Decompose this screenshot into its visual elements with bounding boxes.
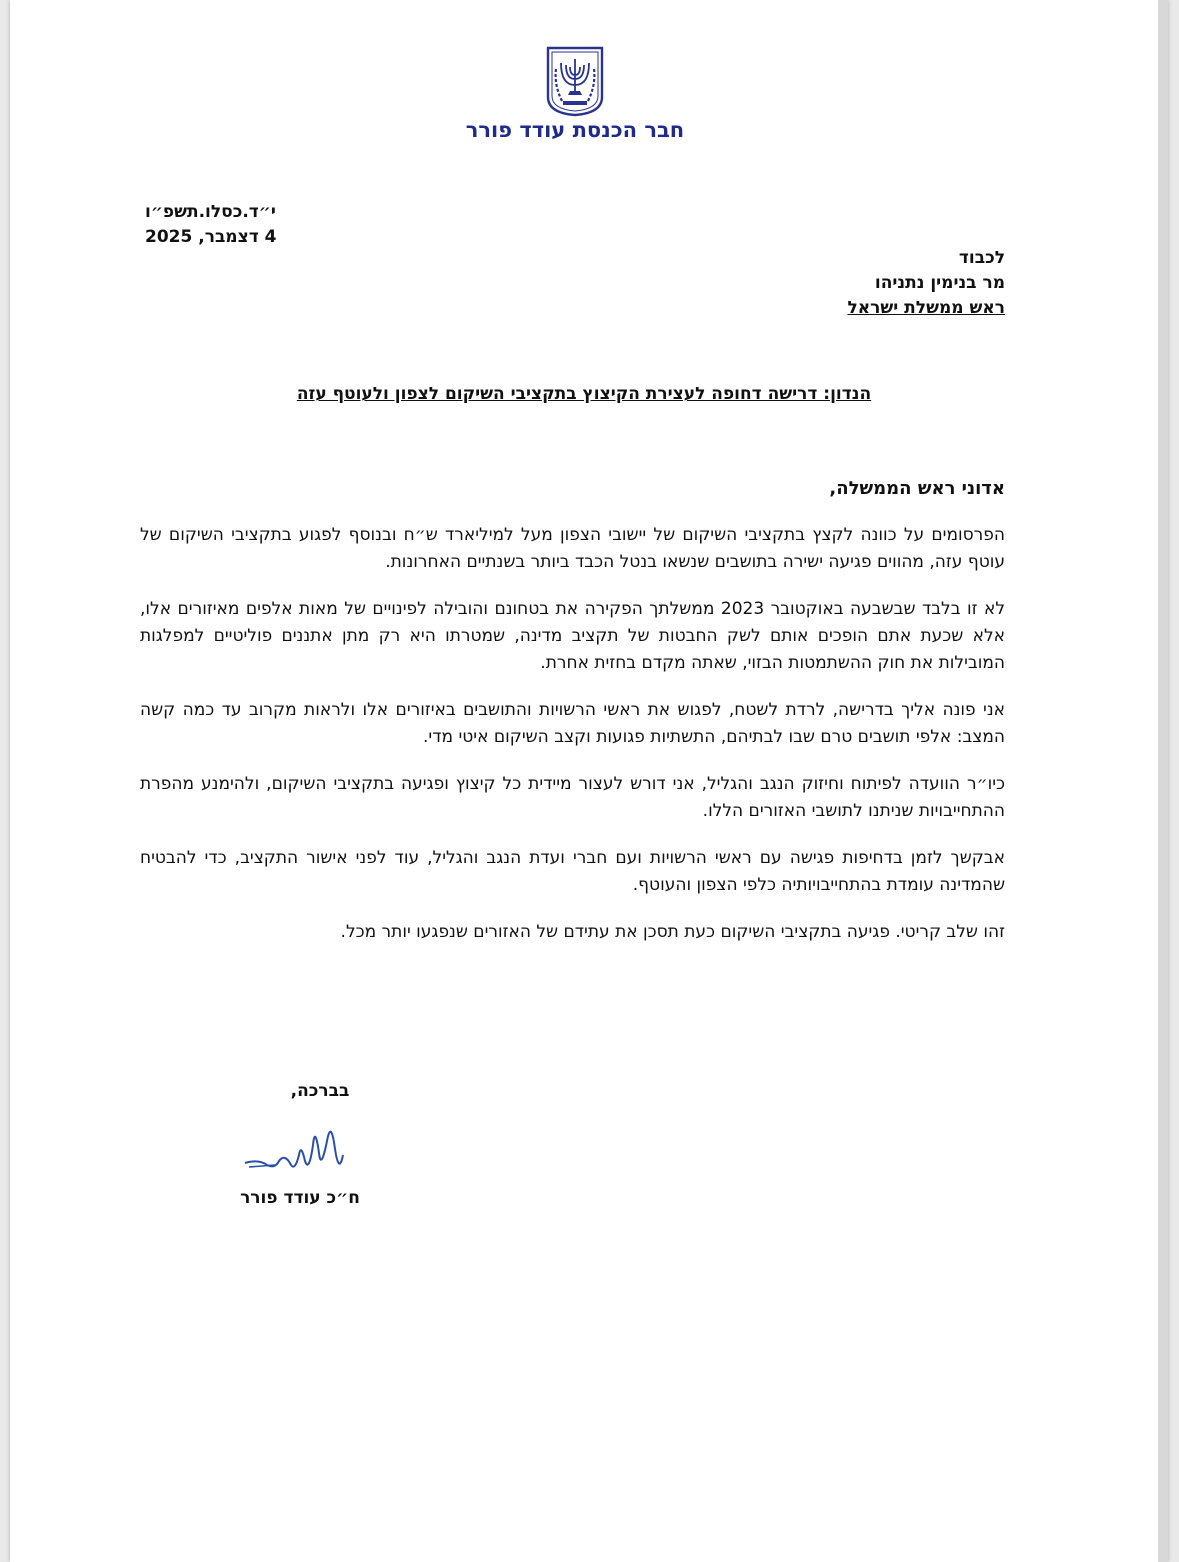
state-of-israel-emblem-icon	[544, 45, 606, 117]
closing: בברכה,	[290, 1081, 350, 1101]
recipient-block	[605, 246, 1005, 321]
recipient-name: מר בנימין נתניהו	[874, 273, 1005, 293]
signature-icon	[235, 1105, 355, 1185]
gregorian-date: 4 דצמבר, 2025	[145, 227, 277, 247]
paragraph: כיו״ר הוועדה לפיתוח וחיזוק הנגב והגליל, אני דורש לעצור מיידית כל קיצוץ ופגיעה בתקציבי השיקום, ולהימנע מהפרת ההתחייבויות שניתנו לתושבי האזורים הללו.	[140, 774, 1005, 821]
signer-name: ח״כ עודד פורר	[240, 1188, 360, 1208]
paragraph: אני פונה אליך בדרישה, לרדת לשטח, לפגוש את ראשי הרשויות והתושבים באיזורים אלו ולראות מקרוב עד כמה קשה המצב: אלפי תושבים טרם שבו לבתיהם, התשתיות פגועות וקצב השיקום איטי מדי.	[140, 700, 1005, 747]
paragraph: הפרסומים על כוונה לקצץ בתקציבי השיקום של יישובי הצפון מעל למיליארד ש״ח ובנוסף לפגוע בתקציבי השיקום של עוטף עזה, מהווים פגיעה ישירה בתושבים שנשאו בנטל הכבד ביותר בשנתיים האחרונות.	[140, 525, 1005, 572]
paragraph: אבקשך לזמן בדחיפות פגישה עם ראשי הרשויות ועם חברי ועדת הנגב והגליל, עוד לפני אישור התקציב, כדי להבטיח שהמדינה עומדת בהתחייבויותיה כלפי הצפון והעוטף.	[140, 848, 1005, 895]
letterhead-name: חבר הכנסת עודד פורר	[465, 118, 685, 142]
recipient-title: ראש ממשלת ישראל	[847, 298, 1005, 318]
hebrew-date: י״ד.כסלו.תשפ״ו	[145, 202, 276, 222]
paragraph: זהו שלב קריטי. פגיעה בתקציבי השיקום כעת תסכן את עתידם של האזורים שנפגעו יותר מכל.	[340, 922, 1005, 942]
paragraph: לא זו בלבד שבשבעה באוקטובר 2023 ממשלתך הפקירה את בטחונם והובילה לפינויים של מאות אלפים מאיזורים אלו, אלא שכעת אתם הופכים אותם לשק החבטות של תקציב מדינה, שמטרתו היא רק מתן אתננים פוליטיים למפלגות המובילות את חוק ההשתמטות הבזוי, שאתה מקדם בחזית אחרת.	[140, 599, 1005, 673]
letter-page	[10, 0, 1168, 1562]
date-block	[145, 200, 345, 250]
letter-body	[140, 522, 1005, 966]
greeting: אדוני ראש הממשלה,	[829, 478, 1005, 499]
subject-line: הנדון: דרישה דחופה לעצירת הקיצוץ בתקציבי השיקום לצפון ולעוטף עזה	[296, 384, 872, 404]
page-edge	[1158, 0, 1168, 1562]
recipient-salutation: לכבוד	[958, 248, 1005, 268]
